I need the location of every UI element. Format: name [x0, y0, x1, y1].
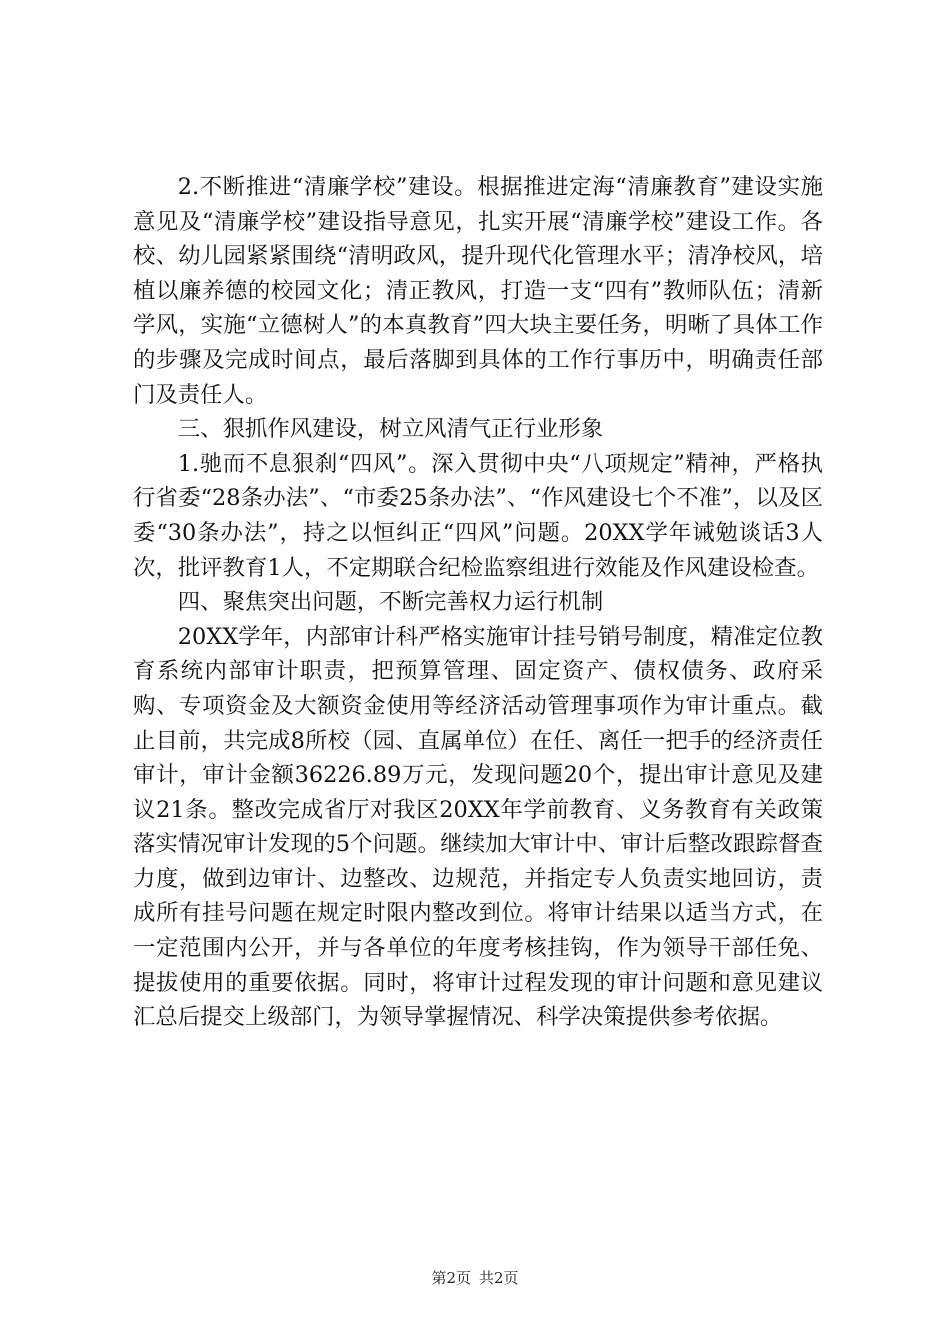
- page-number-total: 共2页: [479, 1269, 519, 1287]
- paragraph-four-winds: 1.驰而不息狠刹“四风”。深入贯彻中央“八项规定”精神，严格执行省委“28条办法”、“市委25条办法”、“作风建设七个不准”，以及区委“30条办法”，持之以恒纠正“四风”问题。20XX学年诫勉谈话3人次，批评教育1人，不定期联合纪检监察组进行效能及作风建设检查。: [133, 450, 823, 581]
- page-number-current: 第2页: [431, 1269, 471, 1287]
- paragraph-clean-school: 2.不断推进“清廉学校”建设。根据推进定海“清廉教育”建设实施意见及“清廉学校”建设指导意见，扎实开展“清廉学校”建设工作。各校、幼儿园紧紧围绕“清明政风，提升现代化管理水平；清净校风，培植以廉养德的校园文化；清正教风，打造一支“四有”教师队伍；清新学风，实施“立德树人”的本真教育”四大块主要任务，明晰了具体工作的步骤及完成时间点，最后落脚到具体的工作行事历中，明确责任部门及责任人。: [133, 174, 823, 408]
- page-footer: [0, 1268, 950, 1288]
- section-heading-work-style: 三、狠抓作风建设，树立风清气正行业形象: [177, 416, 604, 443]
- document-body: [133, 170, 823, 1035]
- paragraph-internal-audit: 20XX学年，内部审计科严格实施审计挂号销号制度，精准定位教育系统内部审计职责，把预算管理、固定资产、债权债务、政府采购、专项资金及大额资金使用等经济活动管理事项作为审计重点。截止目前，共完成8所校（园、直属单位）在任、离任一把手的经济责任审计，审计金额36226.89万元，发现问题20个，提出审计意见及建议21条。整改完成省厅对我区20XX年学前教育、义务教育有关政策落实情况审计发现的5个问题。继续加大审计中、审计后整改跟踪督查力度，做到边审计、边整改、边规范，并指定专人负责实地回访，责成所有挂号问题在规定时限内整改到位。将审计结果以适当方式，在一定范围内公开，并与各单位的年度考核挂钩，作为领导干部任免、提拔使用的重要依据。同时，将审计过程发现的审计问题和意见建议汇总后提交上级部门，为领导掌握情况、科学决策提供参考依据。: [133, 623, 823, 1031]
- section-heading-power-mechanism: 四、聚焦突出问题，不断完善权力运行机制: [177, 589, 604, 616]
